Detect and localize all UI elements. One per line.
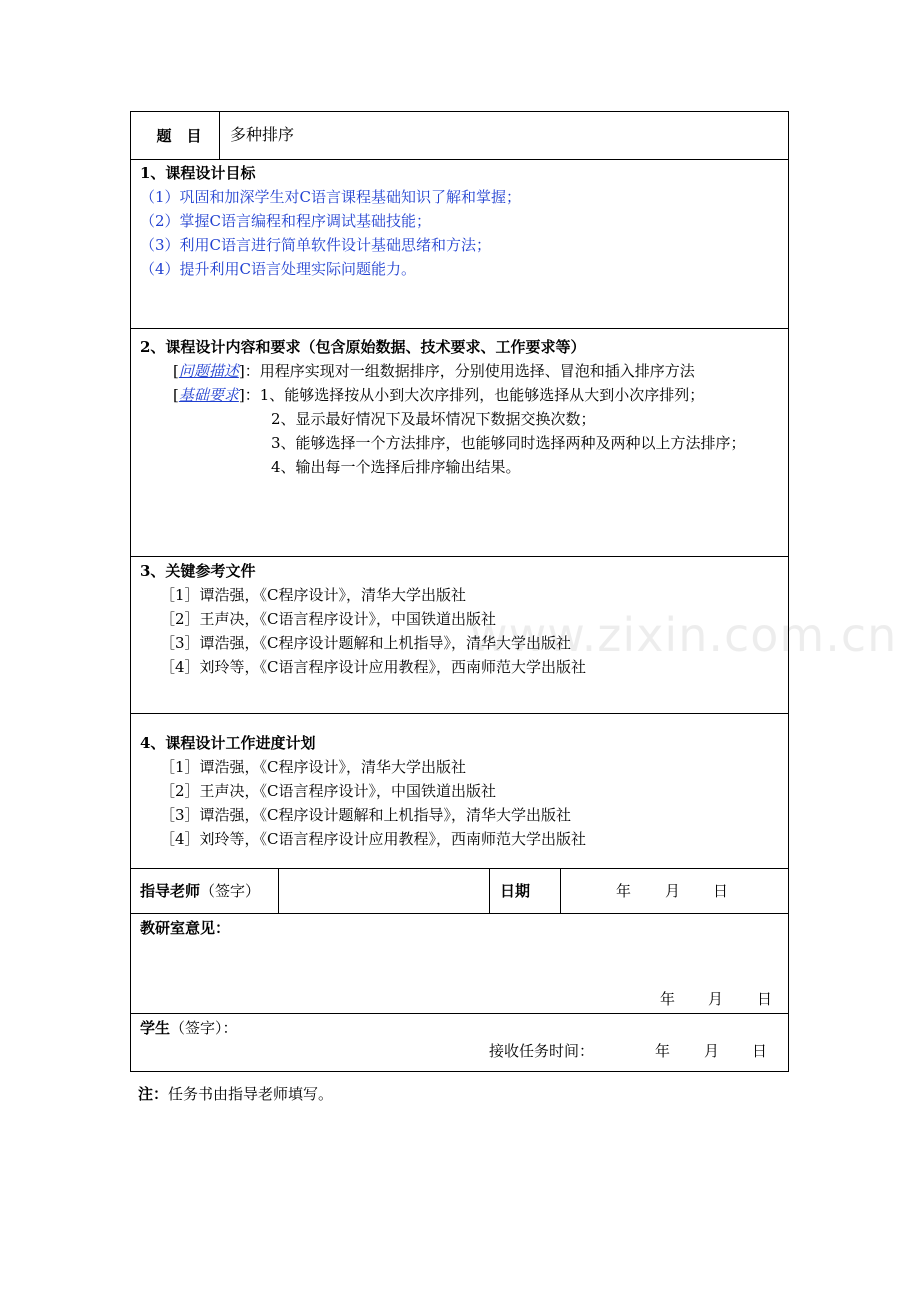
teacher-sign-hint: （签字） [200, 882, 261, 900]
column-divider [489, 868, 490, 913]
schedule-item: ［3］谭浩强，《C程序设计题解和上机指导》，清华大学出版社 [160, 806, 572, 824]
footer-note [138, 1082, 333, 1106]
basic-requirement-item: 2、显示最好情况下及最坏情况下数据交换次数； [271, 410, 596, 428]
date-month: 月 [665, 882, 681, 900]
objective-item: （1）巩固和加深学生对C语言课程基础知识了解和掌握； [140, 188, 522, 206]
row-divider [131, 556, 788, 557]
schedule-item: ［4］刘玲等，《C语言程序设计应用教程》，西南师范大学出版社 [160, 830, 587, 848]
date-day: 日 [713, 882, 729, 900]
title-value: 多种排序 [230, 125, 295, 144]
section-heading: 4、课程设计工作进度计划 [140, 734, 316, 752]
basic-requirement-item: 3、能够选择一个方法排序，也能够同时选择两种及两种以上方法排序； [271, 434, 746, 452]
date-label: 日期 [500, 882, 531, 900]
section-heading: 2、课程设计内容和要求（包含原始数据、技术要求、工作要求等） [140, 338, 586, 356]
reference-item: ［2］王声决，《C语言程序设计》，中国铁道出版社 [160, 610, 497, 628]
schedule-item: ［1］谭浩强，《C程序设计》，清华大学出版社 [160, 758, 467, 776]
row-divider [131, 1013, 788, 1014]
basic-requirement-item: ]：1、能够选择按从小到大次序排列，也能够选择从大到小次序排列； [238, 386, 705, 404]
receive-month: 月 [704, 1042, 720, 1060]
receive-time-label: 接收任务时间： [489, 1042, 595, 1060]
section-heading: 3、关键参考文件 [140, 562, 256, 580]
note-text: 任务书由指导老师填写。 [168, 1085, 334, 1103]
column-divider [219, 112, 220, 159]
basic-requirements [173, 383, 704, 407]
teacher-label: 指导老师 [140, 882, 201, 900]
row-divider [131, 868, 788, 869]
problem-description [173, 359, 695, 383]
column-divider [560, 868, 561, 913]
teacher-signature-label [140, 879, 260, 903]
reference-item: ［1］谭浩强，《C程序设计》，清华大学出版社 [160, 586, 467, 604]
teacher-signature-field[interactable] [280, 870, 488, 912]
section-heading: 1、课程设计目标 [140, 164, 256, 182]
receive-year: 年 [655, 1042, 671, 1060]
bracket-open: [ [173, 386, 179, 404]
objective-item: （2）掌握C语言编程和程序调试基础技能； [140, 212, 432, 230]
column-divider [278, 868, 279, 913]
student-signature-label [140, 1016, 238, 1040]
problem-description-link[interactable]: 问题描述 [178, 362, 239, 380]
title-label: 题 目 [156, 127, 202, 145]
row-divider [131, 328, 788, 329]
basic-requirement-item: 4、输出每一个选择后排序输出结果。 [271, 458, 521, 476]
objective-item: （4）提升利用C语言处理实际问题能力。 [140, 260, 417, 278]
watermark: www.zixin.com.cn [470, 608, 898, 662]
note-label: 注： [138, 1085, 169, 1103]
reference-item: ［3］谭浩强，《C程序设计题解和上机指导》，清华大学出版社 [160, 634, 572, 652]
office-opinion-field[interactable] [133, 942, 783, 986]
office-month: 月 [708, 990, 724, 1008]
office-year: 年 [660, 990, 676, 1008]
office-day: 日 [757, 990, 773, 1008]
row-divider [131, 713, 788, 714]
office-opinion-label: 教研室意见： [140, 919, 231, 937]
row-divider [131, 913, 788, 914]
basic-requirements-link[interactable]: 基础要求 [178, 386, 239, 404]
problem-description-text: ]：用程序实现对一组数据排序，分别使用选择、冒泡和插入排序方法 [238, 362, 695, 380]
bracket-open: [ [173, 362, 179, 380]
row-divider [131, 159, 788, 160]
task-form-table [130, 111, 789, 1072]
receive-day: 日 [752, 1042, 768, 1060]
student-sign-hint: （签字）： [170, 1019, 238, 1037]
schedule-item: ［2］王声决，《C语言程序设计》，中国铁道出版社 [160, 782, 497, 800]
student-label: 学生 [140, 1019, 171, 1037]
objective-item: （3）利用C语言进行简单软件设计基础思绪和方法； [140, 236, 492, 254]
date-year: 年 [616, 882, 632, 900]
reference-item: ［4］刘玲等，《C语言程序设计应用教程》，西南师范大学出版社 [160, 658, 587, 676]
